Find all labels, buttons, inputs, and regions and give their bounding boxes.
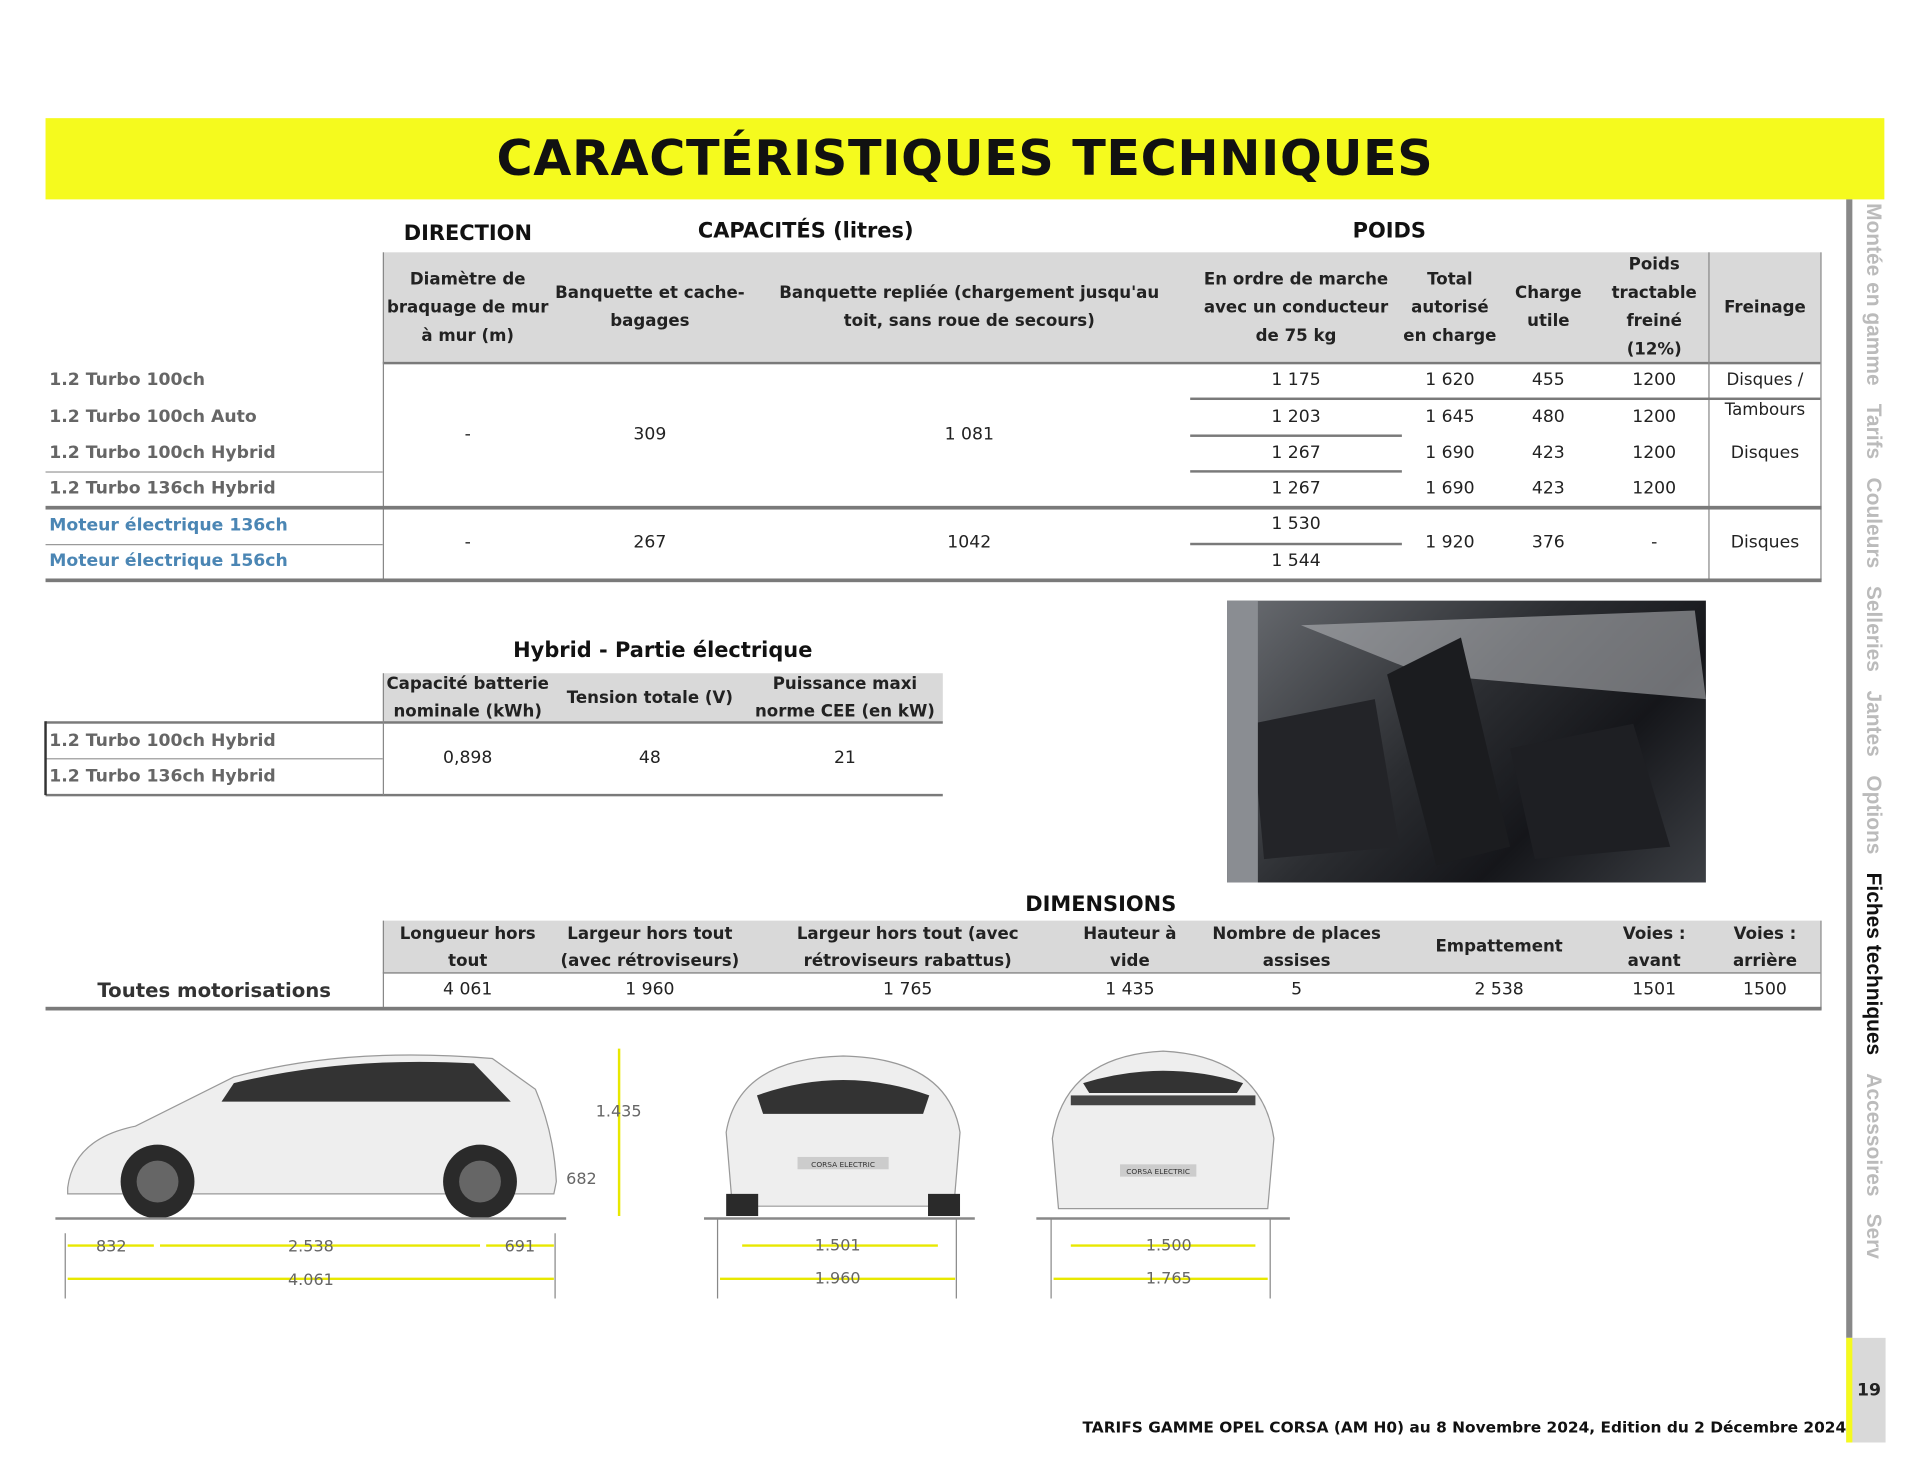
dim-rear-track-label: 1.500 [1145, 1236, 1192, 1256]
cell-charge: 423 [1531, 478, 1565, 499]
divider [1190, 434, 1402, 436]
dim-front-overhang-label: 832 [96, 1238, 127, 1257]
divider [1190, 543, 1402, 545]
rear-badge-text: CORSA ELECTRIC [1126, 1167, 1191, 1177]
cell-ordre: 1 267 [1271, 443, 1321, 463]
dim-value: 5 [1291, 979, 1303, 1000]
cell-total: 1 645 [1425, 407, 1475, 428]
dim-value: 2 538 [1474, 979, 1524, 1000]
page-title: CARACTÉRISTIQUES TECHNIQUES [496, 130, 1434, 188]
dim-front-width-label: 1.960 [814, 1270, 861, 1289]
dim-height-label: 1.435 [595, 1102, 642, 1122]
cell-ordre: 1 203 [1271, 407, 1321, 428]
sidebar-rail [1846, 199, 1852, 1337]
section-direction: DIRECTION [403, 221, 532, 247]
dim-header: Longueur hors tout [399, 923, 536, 971]
sidebar-item-couleurs[interactable]: Couleurs [1862, 477, 1886, 569]
cell-repliee: 1 081 [944, 424, 994, 445]
hybrid-header-capacite: Capacité batterie nominale (kWh) [386, 674, 549, 722]
row-label-electric: Moteur électrique 156ch [49, 551, 288, 572]
cell-tractable: 1200 [1632, 370, 1677, 391]
cell-ordre: 1 267 [1271, 478, 1321, 499]
cell-direction: - [464, 532, 471, 553]
dim-header: Voies : arrière [1732, 923, 1797, 971]
dim-value: 4 061 [443, 979, 493, 1000]
cell-ordre: 1 530 [1271, 514, 1321, 535]
cell-direction: - [464, 424, 471, 445]
sidebar-item-jantes[interactable]: Jantes [1862, 690, 1886, 757]
sidebar-item-accessoires[interactable]: Accessoires [1862, 1072, 1886, 1197]
dim-rear-width-label: 1.765 [1145, 1270, 1192, 1289]
row-label: 1.2 Turbo 136ch Hybrid [49, 478, 276, 499]
sidebar-item-options[interactable]: Options [1862, 774, 1886, 854]
divider [46, 544, 383, 545]
cell-ordre: 1 544 [1271, 551, 1321, 572]
dim-value: 1 765 [883, 979, 933, 1000]
cell-freinage: Disques / Tambours [1724, 370, 1806, 420]
cell-charge: 455 [1531, 370, 1565, 391]
cell-freinage: Disques [1730, 443, 1800, 463]
sidebar-item-montee[interactable]: Montée en gamme [1862, 203, 1886, 386]
header-freinage: Freinage [1724, 297, 1806, 317]
row-label: 1.2 Turbo 100ch Hybrid [49, 443, 276, 463]
title-banner [46, 118, 1885, 199]
divider [46, 1007, 1822, 1011]
cell-tractable: - [1651, 532, 1658, 553]
dim-length-label: 4.061 [288, 1271, 334, 1290]
sidebar-item-fiches-techniques[interactable]: Fiches techniques [1862, 872, 1886, 1055]
cell-banquette: 309 [633, 424, 667, 445]
cell-charge: 376 [1531, 532, 1565, 553]
divider [383, 362, 1821, 364]
dim-value: 1 435 [1105, 979, 1155, 1000]
sidebar-item-services[interactable]: Serv [1862, 1214, 1886, 1260]
cell-total: 1 620 [1425, 370, 1475, 391]
page-number: 19 [1846, 1338, 1885, 1443]
dim-value: 1501 [1632, 979, 1677, 1000]
hybrid-header-tension: Tension totale (V) [566, 687, 733, 708]
dim-front-track-label: 1.501 [814, 1236, 861, 1256]
hybrid-capacite: 0,898 [443, 748, 493, 769]
hybrid-tension: 48 [638, 748, 661, 769]
cell-ordre: 1 175 [1271, 370, 1321, 391]
cell-charge: 423 [1531, 443, 1565, 463]
cell-freinage: Disques [1730, 532, 1800, 553]
dim-value: 1500 [1743, 979, 1787, 1000]
header-repliee: Banquette repliée (chargement jusqu'au toit, sans roue de secours) [779, 283, 1160, 332]
divider [46, 578, 1822, 582]
cell-total: 1 690 [1425, 478, 1475, 499]
sidebar-item-tarifs[interactable]: Tarifs [1862, 403, 1886, 460]
hybrid-title: Hybrid - Partie électrique [513, 638, 813, 664]
dim-header: Largeur hors tout (avec rétroviseurs rabattus) [796, 923, 1019, 971]
divider [1820, 252, 1821, 579]
header-tractable: Poids tractable freiné (12%) [1611, 254, 1697, 360]
cell-tractable: 1200 [1632, 443, 1677, 463]
sidebar-item-selleries[interactable]: Selleries [1862, 586, 1886, 673]
cell-tractable: 1200 [1632, 407, 1677, 428]
cell-total: 1 690 [1425, 443, 1475, 463]
row-label: 1.2 Turbo 100ch [49, 370, 206, 391]
section-poids: POIDS [1352, 219, 1426, 244]
front-view-drawing [702, 1046, 985, 1304]
cell-tractable: 1200 [1632, 478, 1677, 499]
divider [46, 721, 943, 723]
cell-charge: 480 [1531, 407, 1565, 428]
dim-rear-overhang-label: 691 [504, 1238, 536, 1257]
cell-banquette: 267 [633, 532, 667, 553]
rear-view-drawing [1034, 1046, 1305, 1304]
header-charge: Charge utile [1515, 283, 1582, 332]
dimensions-title: DIMENSIONS [1025, 892, 1177, 917]
divider [46, 758, 383, 759]
header-ordre: En ordre de marche avec un conducteur de 75 kg [1203, 268, 1389, 346]
divider [383, 252, 384, 579]
row-label: 1.2 Turbo 100ch Auto [49, 407, 257, 428]
dim-header: Largeur hors tout (avec rétroviseurs) [560, 923, 740, 971]
section-capacites: CAPACITÉS (litres) [697, 219, 914, 244]
divider [1820, 921, 1821, 1010]
dim-header: Hauteur à vide [1083, 923, 1177, 971]
hybrid-puissance: 21 [833, 748, 856, 769]
divider [46, 471, 383, 472]
interior-photo [1227, 601, 1706, 883]
row-label: 1.2 Turbo 136ch Hybrid [49, 766, 276, 787]
sidebar-nav [1856, 203, 1886, 1335]
dim-ground-label: 682 [566, 1170, 597, 1189]
header-braquage: Diamètre de braquage de mur à mur (m) [386, 268, 549, 346]
dim-wheelbase-label: 2.538 [288, 1238, 334, 1257]
header-total: Total autorisé en charge [1403, 268, 1497, 346]
divider [44, 721, 46, 795]
car-interior-image [1227, 601, 1706, 883]
dim-header: Empattement [1435, 936, 1563, 957]
divider [383, 673, 384, 795]
cell-repliee: 1042 [947, 532, 992, 553]
dim-header: Voies : avant [1622, 923, 1686, 971]
divider [46, 794, 943, 796]
divider [46, 506, 1822, 510]
row-label: 1.2 Turbo 100ch Hybrid [49, 731, 276, 751]
dim-header: Nombre de places assises [1212, 923, 1381, 971]
front-badge-text: CORSA ELECTRIC [811, 1159, 876, 1169]
divider [1190, 470, 1402, 472]
row-label-electric: Moteur électrique 136ch [49, 515, 288, 536]
header-banquette: Banquette et cache-bagages [555, 283, 745, 332]
cell-total: 1 920 [1425, 532, 1475, 553]
hybrid-header-puissance: Puissance maxi norme CEE (en kW) [754, 674, 935, 722]
dim-row-label: Toutes motorisations [97, 978, 331, 1002]
footer-text: TARIFS GAMME OPEL CORSA (AM H0) au 8 Novembre 2024, Edition du 2 Décembre 2024 [1082, 1417, 1847, 1437]
divider [383, 972, 1821, 973]
dim-value: 1 960 [625, 979, 675, 1000]
side-view-drawing [49, 1034, 640, 1305]
